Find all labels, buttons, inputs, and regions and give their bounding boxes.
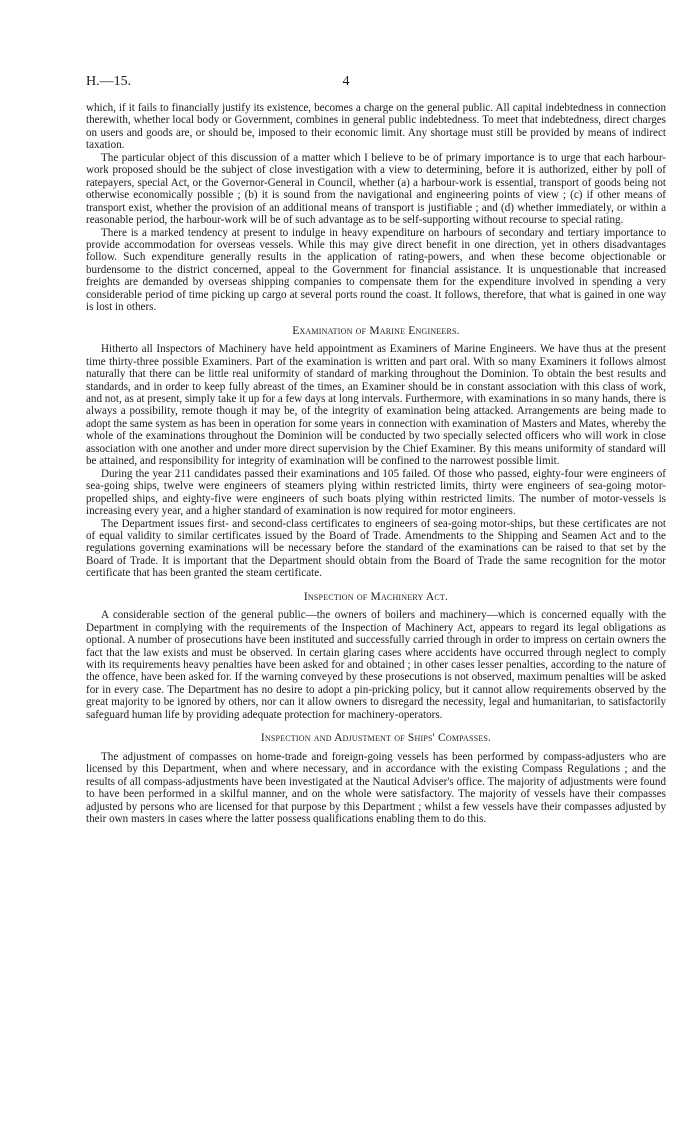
- paragraph-continuation: which, if it fails to financially justify its existence, becomes a charge on the general public. All capital indebtedness in connection therewith, whether local body or Government, combines in general public indebtedness. To meet that indebtedness, direct charges on users and goods are, or should be, imposed to their economic limit. Any shortage must still be provided by means of indirect taxation.: [86, 102, 666, 152]
- paragraph: During the year 211 candidates passed their examinations and 105 failed. Of those who passed, eighty-four were engineers of sea-going ships, twelve were engineers of steamers plying within restricted limits, thirty were engineers of sea-going motor-propelled ships, and eighty-five were engineers of such boats plying within restricted limits. The number of motor-vessels is increasing every year, and a higher standard of examination is now required for motor engineers.: [86, 467, 666, 518]
- paragraph: The Department issues first- and second-class certificates to engineers of sea-going motor-ships, but these certificates are not of equal validity to similar certificates issued by the Board of Trade. Amendments to the Shipping and Seamen Act and to the regulations governing examinations will be necessary before the standard of the examinations can be raised to that set by the Board of Trade. It is important that the Department should obtain from the Board of Trade the same recognition for the motor certificate that has been granted the steam certificate.: [86, 517, 666, 580]
- document-page: [86, 74, 666, 825]
- paragraph: The particular object of this discussion of a matter which I believe to be of primary importance is to urge that each harbour-work proposed should be the subject of close investigation with a view to determining, before it is authorized, either by poll of ratepayers, special Act, or the Governor-General in Council, whether (a) a harbour-work is essential, transport of goods being not otherwise economically possible ; (b) it is sound from the navigational and engineering points of view ; (c) if other means of transport exist, whether the provision of an additional means of transport is justifiable ; and (d) whether immediately, or within a reasonable period, the harbour-work will be of such advantage as to be self-supporting without recourse to special rating.: [86, 151, 666, 227]
- page-number: 4: [342, 74, 350, 89]
- section-heading-marine-engineers: Examination of Marine Engineers.: [292, 324, 460, 337]
- document-body: [86, 102, 666, 825]
- paragraph: The adjustment of compasses on home-trade and foreign-going vessels has been performed by compass-adjusters who are licensed by this Department, when and where necessary, and in accordance with the existing Compass Regulations ; and the results of all compass-adjustments have been investigated at the Nautical Adviser's office. The majority of adjustments were found to have been performed in a skilful manner, and on the whole were satisfactory. The majority of vessels have their compasses adjusted by persons who are licensed for that purpose by this Department ; whilst a few vessels have their compasses adjusted by their own masters in cases where the latter possess qualifications enabling them to do this.: [86, 750, 666, 826]
- paragraph: A considerable section of the general public—the owners of boilers and machinery—which is concerned equally with the Department in complying with the requirements of the Inspection of Machinery Act, appears to regard its legal obligations as optional. A number of prosecutions have been instituted and successfully carried through in order to impress on certain owners the fact that the law exists and must be observed. In certain glaring cases where accidents have occurred through neglect to comply with its requirements heavy penalties have been asked for and obtained ; in other cases lesser penalties, according to the nature of the offence, have been asked for. If the warning conveyed by these prosecutions is not observed, maximum penalties will be asked for in every case. The Department has no desire to adopt a pin-pricking policy, but it cannot allow requirements observed by the great majority to be ignored by others, nor can it allow owners to disregard the necessity, legal and humanitarian, to satisfactorily safeguard human life by providing adequate protection for machinery-operators.: [86, 609, 666, 721]
- section-heading-machinery-act: Inspection of Machinery Act.: [303, 590, 449, 603]
- page-header: [86, 74, 666, 96]
- paragraph: Hitherto all Inspectors of Machinery have held appointment as Examiners of Marine Engineers. We have thus at the present time thirty-three possible Examiners. Part of the examination is written and part oral. With so many Examiners it follows almost naturally that there can be little real uniformity of standard of marking throughout the Dominion. To obtain the best results and standards, and in order to keep fully abreast of the times, an Examiner should be in constant association with this class of work, and not, as at present, simply take it up for a few days at long intervals. Furthermore, with examinations in so many hands, there is always a possibility, remote though it may be, of the integrity of examination being attacked. Arrangements are being made to adopt the same system as has been in operation for some years in connection with examination of Masters and Mates, whereby the whole of the examinations throughout the Dominion will be conducted by two specially selected officers who will work in close association with one another and under more direct supervision by the Chief Examiner. By this means uniformity of standard will be attained, and responsibility for integrity of examination will be confined to the narrowest possible limit.: [86, 343, 666, 468]
- paragraph: There is a marked tendency at present to indulge in heavy expenditure on harbours of secondary and tertiary importance to provide accommodation for overseas vessels. While this may give direct benefit in one direction, yet in others disadvantages follow. Such expenditure generally results in the application of rating-powers, and when these become objectionable or burdensome to the district concerned, appeal to the Government for financial assistance. It is unquestionable that increased freights are demanded by overseas shipping companies to compensate them for the expenditure involved in spending a very considerable period of time picking up cargo at several ports round the coast. It follows, therefore, that what is gained in one way is lost in others.: [86, 226, 666, 314]
- document-reference: H.—15.: [86, 74, 132, 89]
- section-heading-compasses: Inspection and Adjustment of Ships' Compasses.: [260, 732, 492, 745]
